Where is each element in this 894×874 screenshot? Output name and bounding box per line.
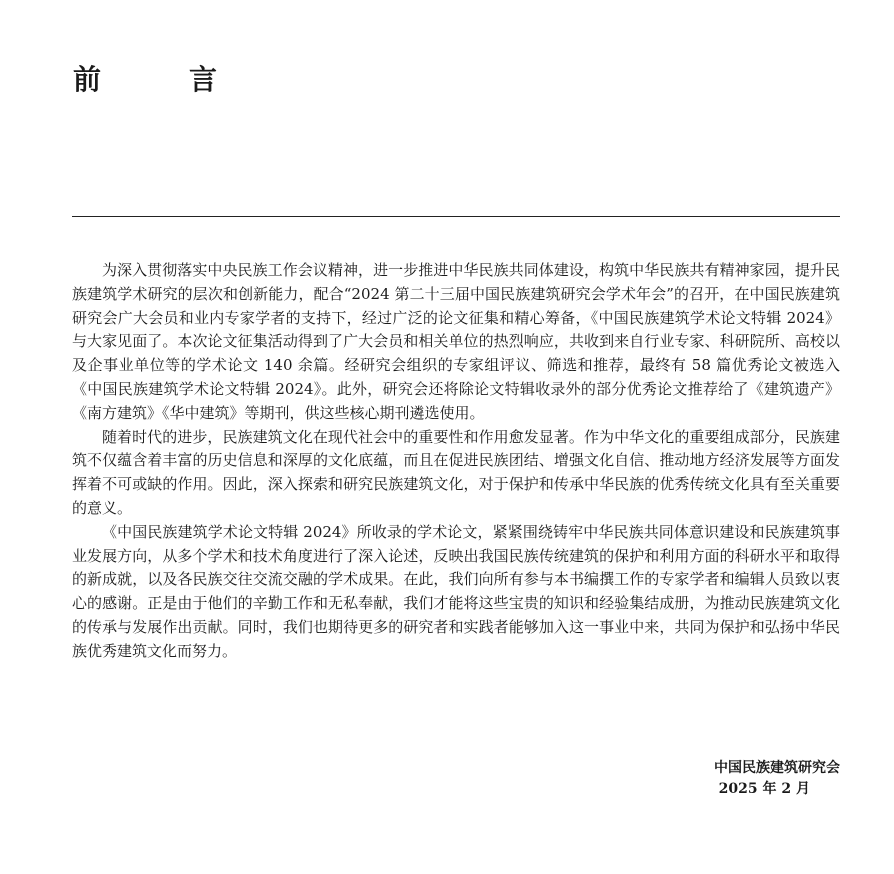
title-divider — [72, 216, 840, 217]
paragraph-2: 随着时代的进步，民族建筑文化在现代社会中的重要性和作用愈发显著。作为中华文化的重要组成部分，民族建筑不仅蕴含着丰富的历史信息和深厚的文化底蕴，而且在促进民族团结、增强文化自信、推动地方经济发展等方面发挥着不可或缺的作用。因此，深入探索和研究民族建筑文化，对于保护和传承中华民族的优秀传统文化具有至关重要的意义。 — [72, 427, 840, 517]
paragraph-1: 为深入贯彻落实中央民族工作会议精神，进一步推进中华民族共同体建设，构筑中华民族共有精神家园，提升民族建筑学术研究的层次和创新能力，配合“2024 第二十三届中国民族建筑研究会学术年会”的召开，在中国民族建筑研究会广大会员和业内专家学者的支持下，经过广泛的论文征集和精心筹备，《中国民族建筑学术论文特辑 2024》与大家见面了。本次论文征集活动得到了广大会员和相关单位的热烈响应，共收到来自行业专家、科研院所、高校以及企事业单位等的学术论文 140 余篇。经研究会组织的专家组评议、筛选和推荐，最终有 58 篇优秀论文被选入《中国民族建筑学术论文特辑 2024》。此外，研究会还将除论文特辑收录外的部分优秀论文推荐给了《建筑遗产》《南方建筑》《华中建筑》等期刊，供这些核心期刊遴选使用。 — [72, 261, 840, 422]
signature-date: 2025 年 2 月 — [718, 781, 810, 797]
preface-body — [72, 259, 840, 664]
signature-block — [714, 758, 840, 800]
paragraph-3: 《中国民族建筑学术论文特辑 2024》所收录的学术论文，紧紧围绕铸牢中华民族共同体意识建设和民族建筑事业发展方向，从多个学术和技术角度进行了深入论述，反映出我国民族传统建筑的保护和利用方面的科研水平和取得的新成就，以及各民族交往交流交融的学术成果。在此，我们向所有参与本书编撰工作的专家学者和编辑人员致以衷心的感谢。正是由于他们的辛勤工作和无私奉献，我们才能将这些宝贵的知识和经验集结成册，为推动民族建筑文化的传承与发展作出贡献。同时，我们也期待更多的研究者和实践者能够加入这一事业中来，共同为保护和弘扬中华民族优秀建筑文化而努力。 — [72, 522, 840, 660]
signature-organization: 中国民族建筑研究会 — [714, 760, 840, 776]
page-title: 前 言 — [73, 63, 248, 96]
